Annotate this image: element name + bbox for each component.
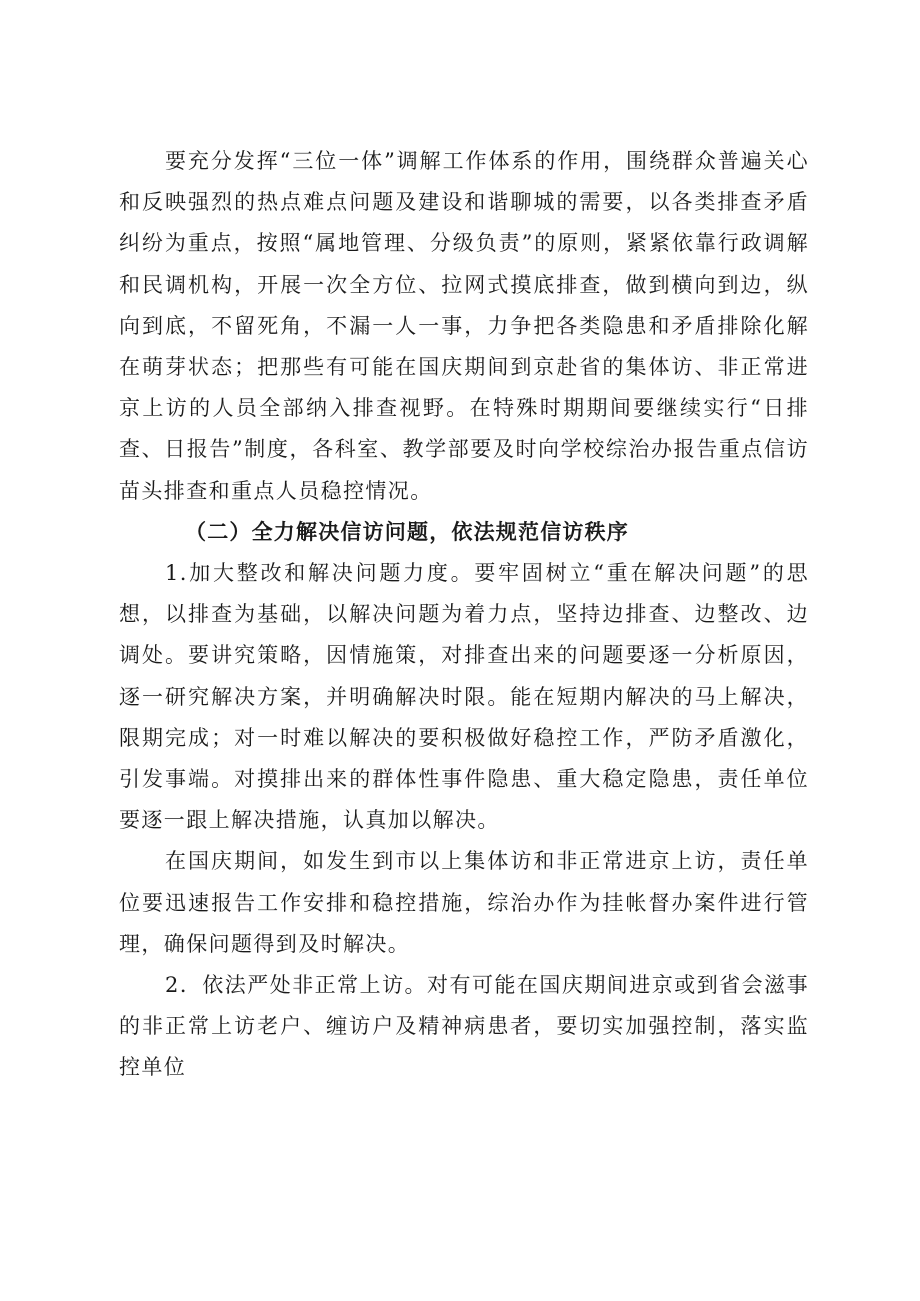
- paragraph-investigation: 要充分发挥“三位一体”调解工作体系的作用，围绕群众普遍关心和反映强烈的热点难点问题及建设和谐聊城的需要，以各类排查矛盾纠纷为重点，按照“属地管理、分级负责”的原则，紧紧依靠行政调解和民调机构，开展一次全方位、拉网式摸底排查，做到横向到边，纵向到底，不留死角，不漏一人一事，力争把各类隐患和矛盾排除化解在萌芽状态；把那些有可能在国庆期间到京赴省的集体访、非正常进京上访的人员全部纳入排查视野。在特殊时期期间要继续实行“日排查、日报告”制度，各科室、教学部要及时向学校综治办报告重点信访苗头排查和重点人员稳控情况。: [119, 149, 809, 503]
- paragraph-national-day-reporting: 在国庆期间，如发生到市以上集体访和非正常进京上访，责任单位要迅速报告工作安排和稳控措施，综治办作为挂帐督办案件进行管理，确保问题得到及时解决。: [119, 849, 809, 956]
- paragraph-rectification: 1.加大整改和解决问题力度。要牢固树立“重在解决问题”的思想，以排查为基础，以解决问题为着力点，坚持边排查、边整改、边调处。要讲究策略，因情施策，对排查出来的问题要逐一分析原因，逐一研究解决方案，并明确解决时限。能在短期内解决的马上解决，限期完成；对一时难以解决的要积极做好稳控工作，严防矛盾激化，引发事端。对摸排出来的群体性事件隐患、重大稳定隐患，责任单位要逐一跟上解决措施，认真加以解决。: [119, 561, 809, 833]
- document-page: [119, 141, 809, 1089]
- section-heading-petition-order: （二）全力解决信访问题，依法规范信访秩序: [185, 519, 629, 544]
- paragraph-abnormal-petition: 2．依法严处非正常上访。对有可能在国庆期间进京或到省会滋事的非正常上访老户、缠访户及精神病患者，要切实加强控制，落实监控单位: [119, 973, 809, 1080]
